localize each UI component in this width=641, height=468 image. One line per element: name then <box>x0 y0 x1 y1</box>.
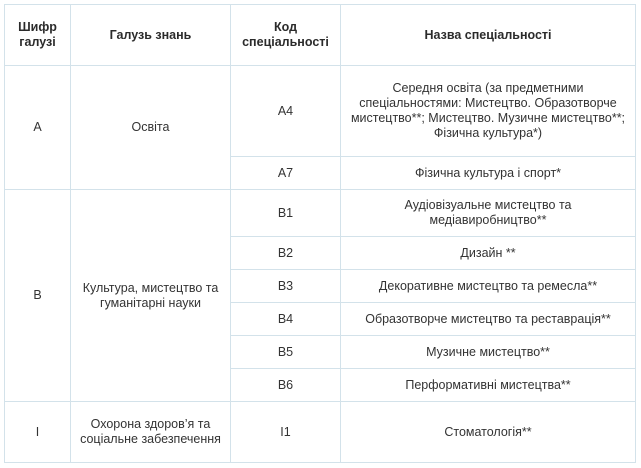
specialty-name-cell: Музичне мистецтво** <box>341 336 636 369</box>
field-code-cell: I <box>5 402 71 463</box>
specialty-name-cell: Середня освіта (за предметними спеціальностями: Мистецтво. Образотворче мистецтво**; Мистецтво. Музичне мистецтво**; Фізична культура*) <box>341 66 636 157</box>
header-specialty-code: Код спеціальності <box>231 5 341 66</box>
specialty-code-cell: B6 <box>231 369 341 402</box>
header-field-code: Шифр галузі <box>5 5 71 66</box>
specialty-code-cell: B3 <box>231 270 341 303</box>
specialty-name-cell: Образотворче мистецтво та реставрація** <box>341 303 636 336</box>
field-name-cell: Освіта <box>71 66 231 190</box>
specialty-name-cell: Перформативні мистецтва** <box>341 369 636 402</box>
table-row <box>5 66 636 157</box>
header-specialty-name: Назва спеціальності <box>341 5 636 66</box>
specialty-code-cell: B5 <box>231 336 341 369</box>
specialty-name-cell: Стоматологія** <box>341 402 636 463</box>
specialty-name-cell: Дизайн ** <box>341 237 636 270</box>
field-name-cell: Охорона здоров’я та соціальне забезпечення <box>71 402 231 463</box>
specialty-code-cell: A7 <box>231 157 341 190</box>
field-code-cell: B <box>5 190 71 402</box>
specialty-code-cell: B2 <box>231 237 341 270</box>
field-code-cell: A <box>5 66 71 190</box>
table-row <box>5 190 636 237</box>
specialty-name-cell: Декоративне мистецтво та ремесла** <box>341 270 636 303</box>
specialty-code-cell: I1 <box>231 402 341 463</box>
specialty-code-cell: A4 <box>231 66 341 157</box>
specialty-code-cell: B4 <box>231 303 341 336</box>
table-row <box>5 402 636 463</box>
header-field-name: Галузь знань <box>71 5 231 66</box>
specialty-name-cell: Аудіовізуальне мистецтво та медіавиробництво** <box>341 190 636 237</box>
field-name-cell: Культура, мистецтво та гуманітарні науки <box>71 190 231 402</box>
specialties-table <box>4 4 636 463</box>
specialty-name-cell: Фізична культура і спорт* <box>341 157 636 190</box>
specialty-code-cell: B1 <box>231 190 341 237</box>
header-row <box>5 5 636 66</box>
